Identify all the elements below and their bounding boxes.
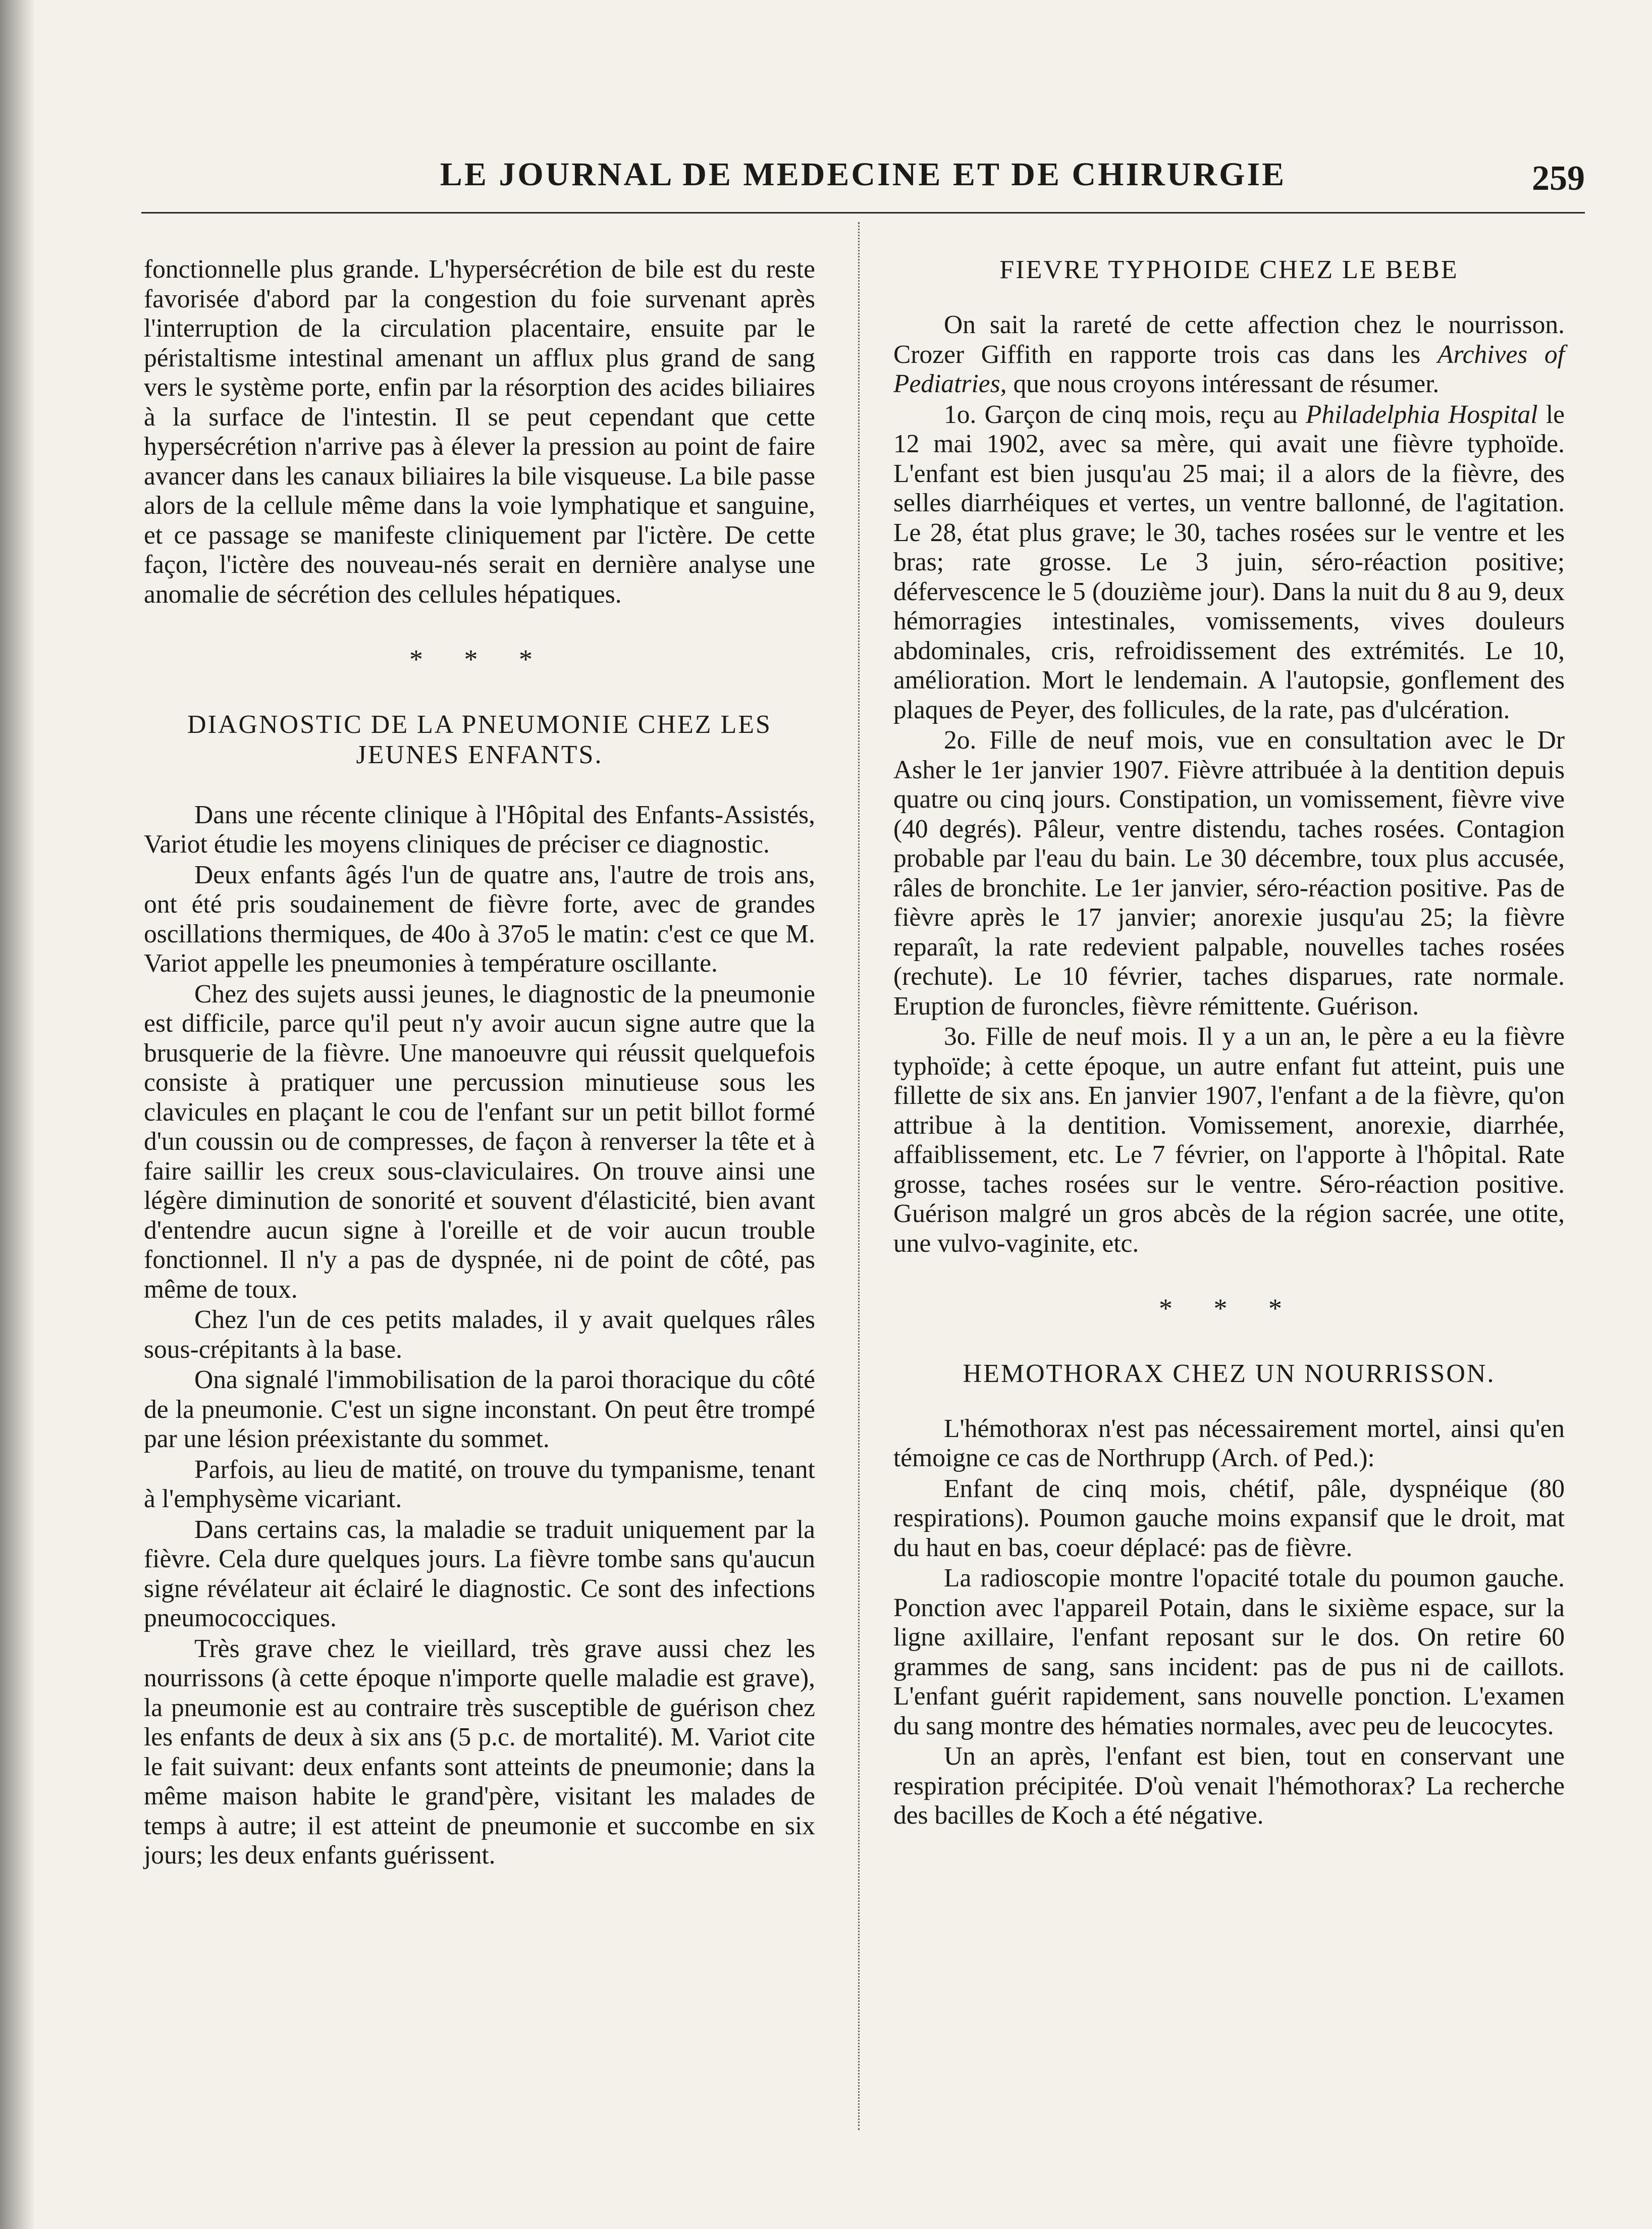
left-column xyxy=(144,255,815,1872)
paragraph: Chez l'un de ces petits malades, il y avait quelques râles sous-crépitants à la base. xyxy=(144,1305,815,1364)
section-separator: * * * xyxy=(1159,1293,1299,1323)
paragraph: Très grave chez le vieillard, très grave aussi chez les nourrissons (à cette époque n'importe quelle maladie est grave), la pneumonie est au contraire très susceptible de guérison chez les enfants de deux à six ans (5 p.c. de mortalité). M. Variot cite le fait suivant: deux enfants sont atteints de pneumonie; dans la même maison habite le grand'père, visitant les malades de temps à autre; il est atteint de pneumonie et succombe en six jours; les deux enfants guérissent. xyxy=(144,1634,815,1870)
paragraph: Chez des sujets aussi jeunes, le diagnostic de la pneumonie est difficile, parce qu'il peut n'y avoir aucun signe autre que la brusquerie de la fièvre. Une manoeuvre qui réussit quelquefois consiste à pratiquer une percussion minutieuse sous les clavicules en plaçant le cou de l'enfant sur un petit billot formé d'un coussin ou de compresses, de façon à renverser la tête et à faire saillir les creux sous-claviculaires. On trouve ainsi une légère diminution de sonorité et souvent d'élasticité, bien avant d'entendre aucun signe à l'oreille et de voir aucun trouble fonctionnel. Il n'y a pas de dyspnée, ni de point de côté, pas même de toux. xyxy=(144,979,815,1304)
text-run: le 12 mai 1902, avec sa mère, qui avait une fièvre typhoïde. L'enfant est bien jusqu'au 25 mai; il a alors de la fièvre, des selles diarrhéiques et vertes, un ventre ballonné, de l'agitation. Le 28, état plus grave; le 30, taches rosées sur le ventre et les bras; rate grosse. Le 3 juin, séro-réaction positive; défervescence le 5 (douzième jour). Dans la nuit du 8 au 9, deux hémorragies intestinales, vomissements, vives douleurs abdominales, cris, refroidissement des extrémités. Le 10, amélioration. Mort le lendemain. A l'autopsie, gonflement des plaques de Peyer, des follicules, de la rate, pas d'ulcération. xyxy=(893,400,1565,724)
article-heading: FIEVRE TYPHOIDE CHEZ LE BEBE xyxy=(999,255,1459,284)
paragraph: 3o. Fille de neuf mois. Il y a un an, le père a eu la fièvre typhoïde; à cette époque, un autre enfant fut atteint, puis une fillette de six ans. En janvier 1907, l'enfant a de la fièvre, qu'on attribue à la dentition. Vomissement, anorexie, diarrhée, affaiblissement, etc. Le 7 février, on l'apporte à l'hôpital. Rate grosse, taches rosées sur le ventre. Séro-réaction positive. Guérison malgré un gros abcès de la région sacrée, une otite, une vulvo-vaginite, etc. xyxy=(893,1022,1565,1258)
paragraph: Dans une récente clinique à l'Hôpital des Enfants-Assistés, Variot étudie les moyens cliniques de préciser ce diagnostic. xyxy=(144,800,815,859)
paragraph: Parfois, au lieu de matité, on trouve du tympanisme, tenant à l'emphysème vicariant. xyxy=(144,1455,815,1513)
paragraph xyxy=(893,400,1565,725)
paragraph: Deux enfants âgés l'un de quatre ans, l'autre de trois ans, ont été pris soudainement de fièvre forte, avec de grandes oscillations thermiques, de 40o à 37o5 le matin: c'est ce que M. Variot appelle les pneumonies à température oscillante. xyxy=(144,860,815,978)
paragraph: L'hémothorax n'est pas nécessairement mortel, ainsi qu'en témoigne ce cas de Northrupp (Arch. of Ped.): xyxy=(893,1414,1565,1472)
right-column xyxy=(893,255,1565,1832)
text-run: 1o. Garçon de cinq mois, reçu au xyxy=(944,400,1306,429)
paragraph: Dans certains cas, la maladie se traduit uniquement par la fièvre. Cela dure quelques jours. La fièvre tombe sans qu'aucun signe révélateur ait éclairé le diagnostic. Ce sont des infections pneumococciques. xyxy=(144,1515,815,1632)
text-run: On sait la rareté de cette affection chez le nourrisson. Crozer Giffith en rapporte trois cas dans les xyxy=(893,310,1565,369)
header-rule xyxy=(141,212,1585,214)
paragraph: 2o. Fille de neuf mois, vue en consultation avec le Dr Asher le 1er janvier 1907. Fièvre attribuée à la dentition depuis quatre ou cinq jours. Constipation, un vomissement, fièvre vive (40 degrés). Pâleur, ventre distendu, taches rosées. Contagion probable par l'eau du bain. Le 30 décembre, toux plus accusée, râles de bronchite. Le 1er janvier, séro-réaction positive. Pas de fièvre après le 17 janvier; anorexie jusqu'au 25; la fièvre reparaît, la rate redevient palpable, nouvelles taches rosées (rechute). Le 10 février, taches disparues, rate normale. Eruption de furoncles, fièvre rémittente. Guérison. xyxy=(893,726,1565,1021)
paragraph: Un an après, l'enfant est bien, tout en conservant une respiration précipitée. D'où venait l'hémothorax? La recherche des bacilles de Koch a été négative. xyxy=(893,1742,1565,1830)
paragraph: La radioscopie montre l'opacité totale du poumon gauche. Ponction avec l'appareil Potain, dans le sixième espace, sur la ligne axillaire, l'enfant reposant sur le dos. On retire 60 grammes de sang, sans incident: pas de pus ni de caillots. L'enfant guérit rapidement, sans nouvelle ponction. L'examen du sang montre des hématies normales, avec peu de leucocytes. xyxy=(893,1564,1565,1740)
article-heading: HEMOTHORAX CHEZ UN NOURRISSON. xyxy=(963,1359,1496,1388)
running-title: LE JOURNAL DE MEDECINE ET DE CHIRURGIE xyxy=(440,156,1287,193)
paragraph xyxy=(893,310,1565,399)
paragraph: Ona signalé l'immobilisation de la paroi thoracique du côté de la pneumonie. C'est un signe inconstant. On peut être trompé par une lésion préexistante du sommet. xyxy=(144,1365,815,1453)
hospital-name: Philadelphia Hospital xyxy=(1305,400,1538,429)
running-header xyxy=(141,146,1585,202)
page-number: 259 xyxy=(1532,159,1585,198)
scanned-page-edge xyxy=(0,0,35,2229)
journal-title: Archives of Pediatries, xyxy=(893,340,1565,398)
section-separator: * * * xyxy=(409,644,550,674)
paragraph: fonctionnelle plus grande. L'hypersécrétion de bile est du reste favorisée d'abord par la congestion du foie survenant après l'interruption de la circulation placentaire, ensuite par le péristaltisme intestinal amenant un afflux plus grand de sang vers le système porte, enfin par la résorption des acides biliaires à la surface de l'intestin. Il se peut cependant que cette hypersécrétion n'arrive pas à élever la pression au point de faire avancer dans les canaux biliaires la bile visqueuse. La bile passe alors de la cellule même dans la voie lymphatique et sanguine, et ce passage se manifeste cliniquement par l'ictère. De cette façon, l'ictère des nouveau-nés serait en dernière analyse une anomalie de sécrétion des cellules hépatiques. xyxy=(144,255,815,609)
text-run: que nous croyons intéressant de résumer. xyxy=(1006,369,1440,398)
paragraph: Enfant de cinq mois, chétif, pâle, dyspnéique (80 respirations). Poumon gauche moins expansif que le droit, mat du haut en bas, coeur déplacé: pas de fièvre. xyxy=(893,1474,1565,1562)
article-heading: DIAGNOSTIC DE LA PNEUMONIE CHEZ LES JEUNES ENFANTS. xyxy=(187,710,772,769)
column-divider xyxy=(858,222,860,2130)
